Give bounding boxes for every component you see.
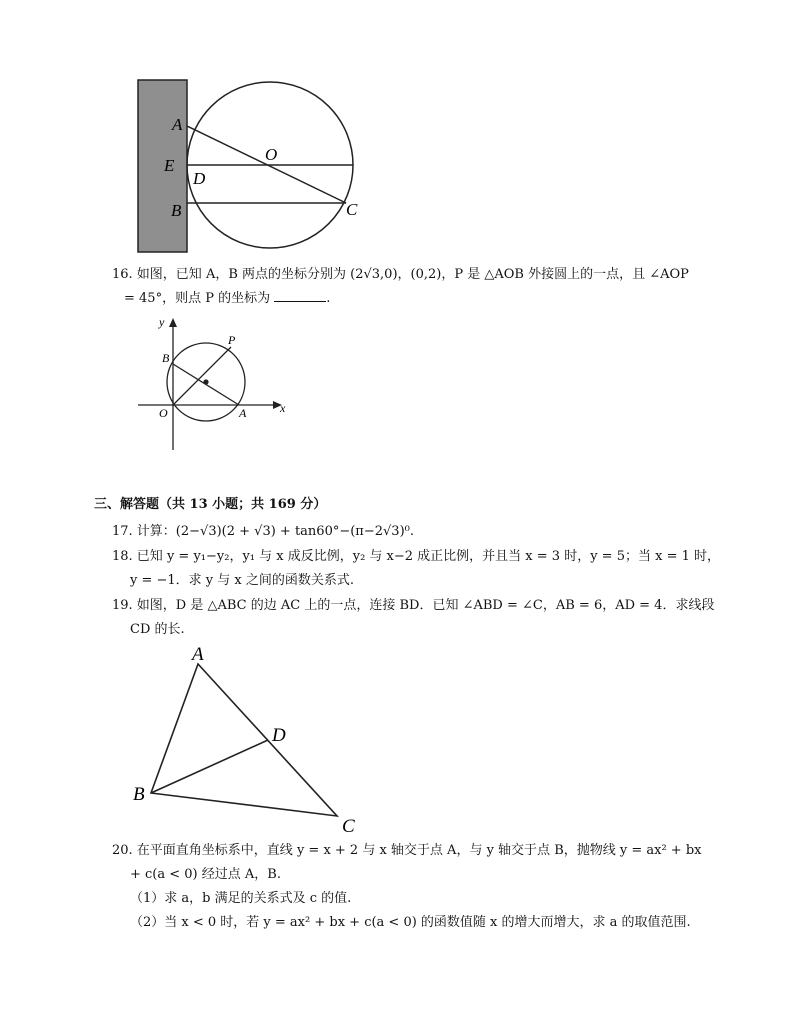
- wall-block: [138, 80, 187, 252]
- center-dot: [203, 379, 208, 384]
- q17-text: 17. 计算：(2−√3)(2 + √3) + tan60°−(π−2√3)⁰.: [112, 524, 414, 539]
- label-a: A: [239, 406, 247, 420]
- q18-line1: 18. 已知 y = y₁−y₂，y₁ 与 x 成反比例，y₂ 与 x−2 成正比例，并且当 x = 3 时，y = 5；当 x = 1 时，: [112, 549, 720, 564]
- answer-blank: [274, 289, 326, 302]
- q16-line1: 16. 如图，已知 A，B 两点的坐标分别为 (2√3,0)，(0,2)，P 是 △AOB 外接圆上的一点，且 ∠AOP: [112, 267, 689, 282]
- label-o: O: [159, 406, 168, 420]
- q20-line2: + c(a < 0) 经过点 A，B.: [130, 867, 281, 882]
- segment-op: [173, 347, 231, 405]
- figure-axes-circle: [132, 312, 302, 452]
- q20-part1: （1）求 a，b 满足的关系式及 c 的值.: [130, 891, 352, 906]
- section-title: 三、解答题（共 13 小题；共 169 分）: [94, 497, 327, 512]
- q16-line2-end: .: [326, 291, 331, 306]
- q16-line2-text: = 45°，则点 P 的坐标为: [124, 291, 271, 306]
- q20-line1: 20. 在平面直角坐标系中，直线 y = x + 2 与 x 轴交于点 A，与 y 轴交于点 B，抛物线 y = ax² + bx: [112, 843, 702, 858]
- q18-line2: y = −1．求 y 与 x 之间的函数关系式.: [130, 573, 355, 588]
- label-a: A: [192, 644, 204, 665]
- label-d: D: [272, 725, 286, 746]
- label-a: A: [172, 115, 183, 134]
- q20-part2: （2）当 x < 0 时，若 y = ax² + bx + c(a < 0) 的函数值随 x 的增大而增大，求 a 的取值范围.: [130, 915, 691, 930]
- figure-circle-wall: [120, 70, 380, 260]
- label-b: B: [171, 201, 182, 220]
- y-axis-arrow: [169, 318, 177, 327]
- q19-line2: CD 的长.: [130, 622, 185, 637]
- label-c: C: [346, 200, 358, 219]
- label-x: x: [280, 401, 286, 415]
- segment-bd: [151, 740, 268, 793]
- label-b: B: [162, 351, 170, 365]
- label-c: C: [342, 816, 355, 836]
- q16-line2: [124, 289, 330, 308]
- label-o: O: [265, 145, 278, 164]
- label-d: D: [193, 169, 206, 188]
- label-e: E: [164, 156, 175, 175]
- label-b: B: [133, 784, 145, 805]
- figure-triangle: [128, 640, 368, 836]
- label-y: y: [159, 315, 165, 329]
- q19-line1: 19. 如图，D 是 △ABC 的边 AC 上的一点，连接 BD．已知 ∠ABD = ∠C，AB = 6，AD = 4．求线段: [112, 598, 715, 613]
- label-p: P: [228, 333, 236, 347]
- triangle-abc: [151, 664, 337, 816]
